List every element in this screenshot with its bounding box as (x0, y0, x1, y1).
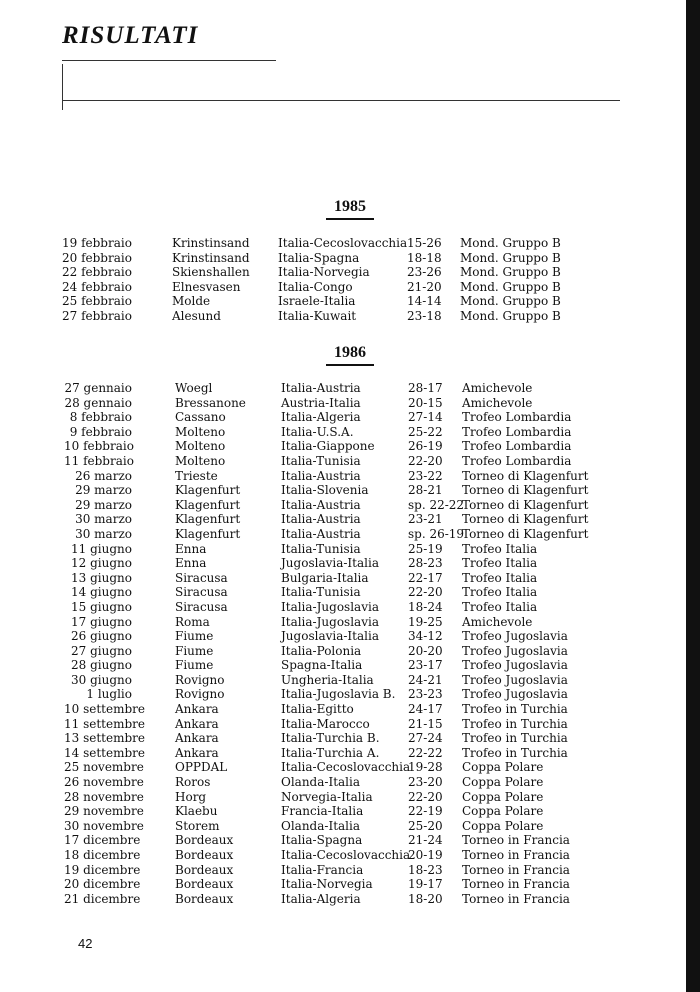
match-teams: Italia-Norvegia (278, 265, 370, 280)
result-row (0, 469, 700, 484)
match-score: 20-20 (408, 643, 443, 658)
result-row (0, 236, 700, 251)
result-row (0, 542, 700, 557)
match-competition: Trofeo Lombardia (462, 439, 572, 454)
match-competition: Mond. Gruppo B (460, 265, 561, 280)
match-teams: Italia-Cecoslovacchia (278, 236, 408, 250)
match-teams: Norvegia-Italia (281, 789, 373, 804)
match-score: 27-24 (408, 731, 443, 746)
match-competition: Trofeo Italia (462, 556, 538, 571)
match-date: 12 giugno (71, 556, 132, 571)
match-score: 18-20 (408, 891, 443, 906)
match-date: 29 marzo (75, 497, 132, 512)
result-row (0, 863, 700, 878)
match-competition: Torneo di Klagenfurt (462, 468, 589, 483)
match-score: 25-22 (408, 424, 443, 439)
match-score: 23-23 (408, 687, 443, 702)
match-score: 22-17 (408, 570, 443, 585)
match-competition: Trofeo Lombardia (462, 424, 572, 439)
match-date: 10 febbraio (64, 439, 134, 454)
match-score: 20-19 (408, 848, 443, 862)
match-city: Siracusa (175, 585, 228, 600)
match-score: 23-18 (407, 308, 442, 323)
result-row (0, 731, 700, 746)
page-number: 42 (78, 936, 93, 951)
result-row (0, 892, 700, 907)
result-row (0, 600, 700, 615)
match-city: Ankara (175, 702, 219, 717)
match-date: 25 novembre (64, 760, 144, 775)
heading-box-left-rule (62, 64, 63, 110)
match-teams: Italia-Norvegia (281, 877, 373, 892)
result-row (0, 556, 700, 571)
match-score: 27-14 (408, 410, 443, 425)
match-city: Klagenfurt (175, 512, 241, 527)
result-row (0, 877, 700, 892)
match-score: 23-22 (408, 468, 443, 483)
result-row (0, 454, 700, 469)
match-teams: Bulgaria-Italia (281, 570, 369, 585)
match-score: 26-19 (408, 439, 443, 454)
match-competition: Trofeo Italia (462, 599, 538, 614)
match-city: Rovigno (175, 672, 225, 687)
match-teams: Italia-Turchia A. (281, 745, 380, 760)
match-score: 22-20 (408, 585, 443, 600)
match-date: 22 febbraio (62, 265, 132, 280)
match-competition: Trofeo in Turchia (462, 745, 568, 760)
match-teams: Italia-Austria (281, 526, 361, 541)
match-city: Siracusa (175, 570, 228, 585)
match-teams: Italia-Cecoslovacchia (281, 760, 411, 775)
match-competition: Torneo in Francia (462, 891, 570, 906)
match-date: 15 giugno (71, 599, 132, 614)
match-city: Enna (175, 541, 207, 556)
match-competition: Trofeo in Turchia (462, 702, 568, 717)
match-competition: Mond. Gruppo B (460, 294, 561, 309)
result-row (0, 309, 700, 324)
match-city: Klagenfurt (175, 483, 241, 498)
match-city: Roros (175, 775, 211, 790)
match-date: 28 gennaio (64, 395, 132, 410)
match-date: 14 settembre (64, 745, 145, 760)
match-score: sp. 26-19 (408, 526, 465, 541)
match-teams: Israele-Italia (278, 294, 356, 309)
match-competition: Torneo in Francia (462, 833, 570, 848)
match-date: 30 giugno (71, 672, 132, 687)
match-score: 18-18 (407, 250, 442, 265)
match-city: Klagenfurt (175, 526, 241, 541)
result-row (0, 790, 700, 805)
match-score: 21-24 (408, 833, 443, 848)
result-row (0, 848, 700, 863)
match-city: Skienshallen (172, 265, 250, 280)
match-competition: Trofeo Jugoslavia (462, 687, 568, 702)
match-teams: Olanda-Italia (281, 818, 360, 833)
result-row (0, 775, 700, 790)
result-row (0, 410, 700, 425)
match-city: Siracusa (175, 599, 228, 614)
match-competition: Coppa Polare (462, 789, 544, 804)
match-score: 22-20 (408, 789, 443, 804)
match-city: Storem (175, 818, 220, 833)
match-date: 19 febbraio (62, 236, 132, 250)
match-teams: Jugoslavia-Italia (281, 556, 379, 571)
match-competition: Torneo di Klagenfurt (462, 512, 589, 527)
match-city: Molde (172, 294, 211, 309)
match-competition: Amichevole (462, 395, 533, 410)
result-row (0, 280, 700, 295)
match-city: Horg (175, 789, 207, 804)
match-city: Klagenfurt (175, 497, 241, 512)
match-competition: Coppa Polare (462, 818, 544, 833)
match-city: Bressanone (175, 395, 246, 410)
match-score: 19-17 (408, 877, 443, 892)
match-competition: Mond. Gruppo B (460, 236, 561, 250)
result-row (0, 396, 700, 411)
match-date: 28 novembre (64, 789, 144, 804)
heading-rule (62, 60, 276, 61)
match-date: 17 giugno (71, 614, 132, 629)
match-competition: Trofeo Jugoslavia (462, 629, 568, 644)
match-score: 20-15 (408, 395, 443, 410)
match-score: 23-20 (408, 775, 443, 790)
match-competition: Amichevole (462, 614, 533, 629)
match-city: Bordeaux (175, 891, 234, 906)
match-competition: Trofeo Jugoslavia (462, 643, 568, 658)
match-score: 22-19 (408, 804, 443, 819)
match-teams: Italia-Tunisia (281, 541, 361, 556)
match-teams: Italia-Giappone (281, 439, 375, 454)
result-row (0, 673, 700, 688)
match-date: 27 giugno (71, 643, 132, 658)
match-date: 27 febbraio (62, 308, 132, 323)
match-date: 11 febbraio (64, 453, 134, 468)
result-row (0, 439, 700, 454)
match-score: 18-23 (408, 862, 443, 877)
match-date: 26 marzo (75, 468, 132, 483)
match-city: Bordeaux (175, 862, 234, 877)
match-city: Krinstinsand (172, 250, 250, 265)
match-competition: Trofeo Lombardia (462, 410, 572, 425)
result-row (0, 571, 700, 586)
match-teams: Italia-Spagna (278, 250, 360, 265)
match-city: Ankara (175, 731, 219, 746)
match-score: 24-17 (408, 702, 443, 717)
match-competition: Torneo in Francia (462, 848, 570, 862)
match-competition: Torneo di Klagenfurt (462, 483, 589, 498)
match-city: Ankara (175, 745, 219, 760)
match-teams: Italia-Kuwait (278, 308, 357, 323)
match-teams: Italia-Tunisia (281, 453, 361, 468)
match-city: Woegl (175, 381, 213, 395)
match-date: 14 giugno (71, 585, 132, 600)
match-date: 20 dicembre (64, 877, 141, 892)
result-row (0, 833, 700, 848)
heading-box-bottom-rule (62, 100, 620, 101)
match-score: 25-20 (408, 818, 443, 833)
result-row (0, 498, 700, 513)
match-date: 30 marzo (75, 512, 132, 527)
match-score: 15-26 (407, 236, 442, 250)
result-row (0, 717, 700, 732)
match-date: 30 marzo (75, 526, 132, 541)
match-competition: Coppa Polare (462, 775, 544, 790)
match-date: 21 dicembre (64, 891, 141, 906)
match-competition: Trofeo in Turchia (462, 716, 568, 731)
match-date: 11 giugno (71, 541, 132, 556)
match-teams: Italia-Jugoslavia B. (281, 687, 396, 702)
match-city: Bordeaux (175, 848, 234, 862)
match-city: OPPDAL (175, 760, 228, 775)
result-row (0, 585, 700, 600)
match-city: Fiume (175, 643, 214, 658)
match-score: 21-15 (408, 716, 443, 731)
match-teams: Francia-Italia (281, 804, 364, 819)
match-teams: Italia-U.S.A. (281, 424, 354, 439)
match-teams: Italia-Cecoslovacchia (281, 848, 411, 862)
match-teams: Jugoslavia-Italia (281, 629, 379, 644)
result-row (0, 746, 700, 761)
match-competition: Trofeo in Turchia (462, 731, 568, 746)
match-city: Molteno (175, 453, 226, 468)
match-competition: Mond. Gruppo B (460, 308, 561, 323)
result-row (0, 381, 700, 396)
result-row (0, 483, 700, 498)
match-score: 34-12 (408, 629, 443, 644)
match-date: 27 gennaio (64, 381, 132, 395)
match-teams: Italia-Congo (278, 279, 353, 294)
match-score: 23-26 (407, 265, 442, 280)
match-teams: Italia-Jugoslavia (281, 614, 379, 629)
match-score: 19-25 (408, 614, 443, 629)
match-score: sp. 22-22 (408, 497, 465, 512)
match-teams: Austria-Italia (281, 395, 361, 410)
result-row (0, 819, 700, 834)
match-competition: Amichevole (462, 381, 533, 395)
result-row (0, 629, 700, 644)
year-heading-1986: 1986 (0, 344, 700, 366)
match-date: 1 luglio (86, 687, 132, 702)
match-competition: Trofeo Italia (462, 570, 538, 585)
match-competition: Coppa Polare (462, 760, 544, 775)
match-date: 18 dicembre (64, 848, 141, 862)
result-row (0, 615, 700, 630)
match-competition: Trofeo Jugoslavia (462, 658, 568, 673)
match-city: Trieste (175, 468, 218, 483)
match-city: Krinstinsand (172, 236, 250, 250)
result-row (0, 644, 700, 659)
match-date: 10 settembre (64, 702, 145, 717)
match-teams: Italia-Turchia B. (281, 731, 380, 746)
match-teams: Spagna-Italia (281, 658, 363, 673)
match-teams: Italia-Algeria (281, 891, 361, 906)
result-row (0, 760, 700, 775)
match-teams: Italia-Austria (281, 381, 361, 395)
match-date: 26 novembre (64, 775, 144, 790)
result-row (0, 527, 700, 542)
match-teams: Italia-Polonia (281, 643, 362, 658)
match-teams: Italia-Jugoslavia (281, 599, 379, 614)
year-heading-1985: 1985 (0, 198, 700, 220)
result-row (0, 658, 700, 673)
match-score: 24-21 (408, 672, 443, 687)
match-date: 29 novembre (64, 804, 144, 819)
match-teams: Italia-Austria (281, 497, 361, 512)
match-date: 13 giugno (71, 570, 132, 585)
match-date: 17 dicembre (64, 833, 141, 848)
match-date: 25 febbraio (62, 294, 132, 309)
match-date: 20 febbraio (62, 250, 132, 265)
result-row (0, 265, 700, 280)
result-row (0, 687, 700, 702)
match-city: Molteno (175, 439, 226, 454)
match-city: Ankara (175, 716, 219, 731)
result-row (0, 294, 700, 309)
match-teams: Italia-Austria (281, 468, 361, 483)
match-teams: Italia-Egitto (281, 702, 354, 717)
match-score: 18-24 (408, 599, 443, 614)
match-city: Fiume (175, 658, 214, 673)
match-competition: Torneo di Klagenfurt (462, 497, 589, 512)
match-teams: Olanda-Italia (281, 775, 360, 790)
match-city: Roma (175, 614, 210, 629)
match-teams: Italia-Algeria (281, 410, 361, 425)
results-table-1985 (0, 236, 700, 324)
match-score: 25-19 (408, 541, 443, 556)
match-competition: Trofeo Italia (462, 541, 538, 556)
match-city: Alesund (172, 308, 221, 323)
match-competition: Trofeo Lombardia (462, 453, 572, 468)
match-date: 8 febbraio (69, 410, 132, 425)
match-city: Rovigno (175, 687, 225, 702)
page-heading: RISULTATI (62, 22, 199, 49)
match-competition: Mond. Gruppo B (460, 279, 561, 294)
match-score: 21-20 (407, 279, 442, 294)
match-date: 19 dicembre (64, 862, 141, 877)
match-date: 11 settembre (64, 716, 145, 731)
match-competition: Torneo di Klagenfurt (462, 526, 589, 541)
match-competition: Mond. Gruppo B (460, 250, 561, 265)
match-date: 24 febbraio (62, 279, 132, 294)
match-city: Bordeaux (175, 833, 234, 848)
match-date: 29 marzo (75, 483, 132, 498)
match-teams: Italia-Marocco (281, 716, 370, 731)
results-table-1986 (0, 381, 700, 906)
match-teams: Italia-Francia (281, 862, 364, 877)
match-date: 28 giugno (71, 658, 132, 673)
result-row (0, 512, 700, 527)
match-teams: Italia-Slovenia (281, 483, 369, 498)
match-date: 13 settembre (64, 731, 145, 746)
match-score: 23-17 (408, 658, 443, 673)
match-teams: Italia-Tunisia (281, 585, 361, 600)
match-city: Cassano (175, 410, 226, 425)
match-city: Bordeaux (175, 877, 234, 892)
match-competition: Trofeo Jugoslavia (462, 672, 568, 687)
match-date: 26 giugno (71, 629, 132, 644)
match-city: Enna (175, 556, 207, 571)
result-row (0, 251, 700, 266)
result-row (0, 425, 700, 440)
match-competition: Torneo in Francia (462, 877, 570, 892)
match-competition: Trofeo Italia (462, 585, 538, 600)
match-city: Molteno (175, 424, 226, 439)
match-score: 14-14 (407, 294, 442, 309)
match-competition: Torneo in Francia (462, 862, 570, 877)
match-score: 23-21 (408, 512, 443, 527)
result-row (0, 702, 700, 717)
match-teams: Italia-Austria (281, 512, 361, 527)
match-score: 19-28 (408, 760, 443, 775)
match-city: Fiume (175, 629, 214, 644)
match-score: 28-23 (408, 556, 443, 571)
match-city: Klaebu (175, 804, 218, 819)
result-row (0, 804, 700, 819)
match-competition: Coppa Polare (462, 804, 544, 819)
match-score: 28-21 (408, 483, 443, 498)
match-teams: Italia-Spagna (281, 833, 363, 848)
match-score: 28-17 (408, 381, 443, 395)
match-date: 9 febbraio (69, 424, 132, 439)
match-date: 30 novembre (64, 818, 144, 833)
match-score: 22-22 (408, 745, 443, 760)
match-score: 22-20 (408, 453, 443, 468)
match-teams: Ungheria-Italia (281, 672, 374, 687)
match-city: Elnesvasen (172, 279, 241, 294)
